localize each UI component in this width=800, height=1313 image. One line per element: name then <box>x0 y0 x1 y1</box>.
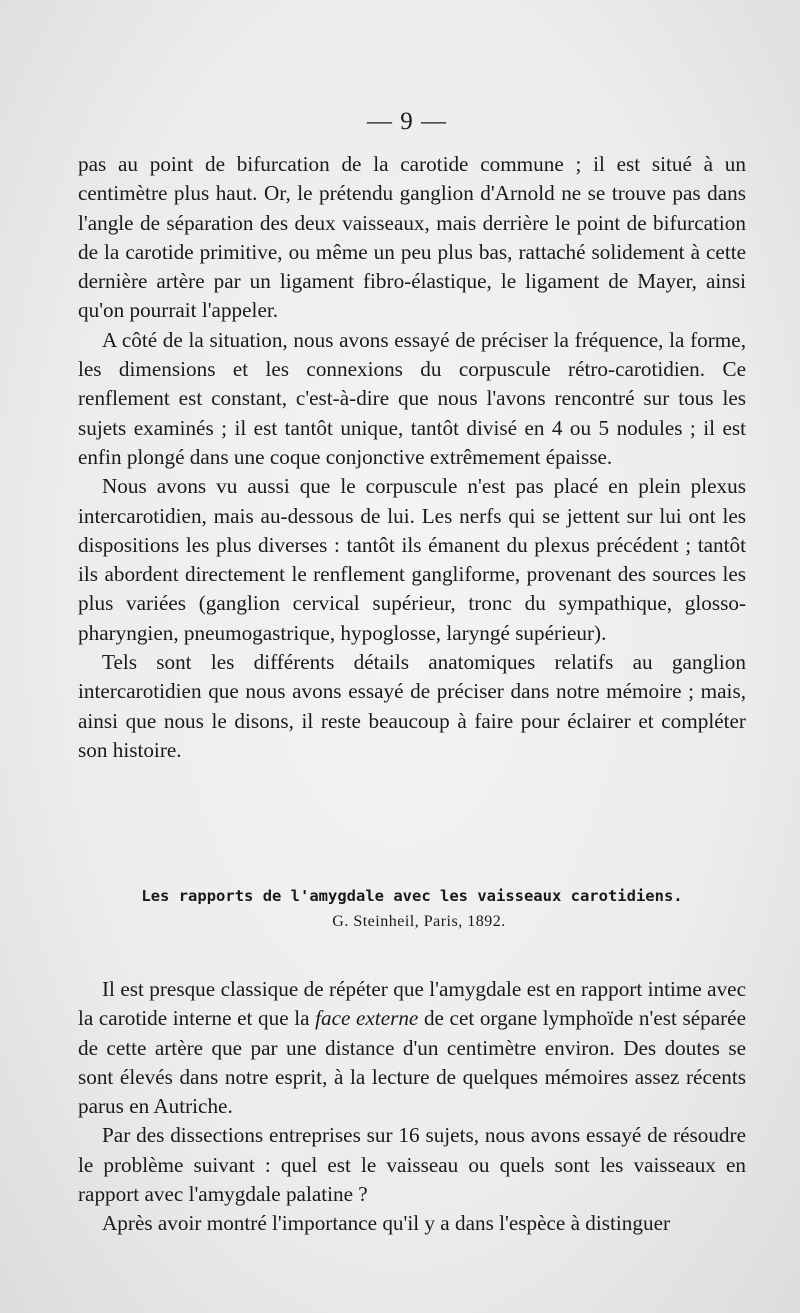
paragraph: Nous avons vu aussi que le corpuscule n'est pas placé en plein plexus intercarotidien, mais au-dessous de lui. Les nerfs qui se jettent sur lui ont les dispositions les plus diverses : tantôt ils émanent du plexus précédent ; tantôt ils abordent directement le renflement gangliforme, provenant des sources les plus variées (ganglion cervical supérieur, tronc du sympathique, glosso-pharyngien, pneumogastrique, hypoglosse, laryngé supérieur). <box>78 474 746 645</box>
paragraph: Tels sont les différents détails anatomiques relatifs au ganglion intercarotidien que nous avons essayé de préciser dans notre mémoire ; mais, ainsi que nous le disons, il reste beaucoup à faire pour éclairer et compléter son histoire. <box>78 650 746 762</box>
section-citation: G. Steinheil, Paris, 1892. <box>332 913 506 930</box>
paragraph-text: Il est presque classique de répéter que l'amygdale est en rapport intime avec la carotide interne et que la <box>78 977 746 1031</box>
body-text-top <box>78 150 746 765</box>
page-number: — 9 — <box>367 108 447 135</box>
paragraph: A côté de la situation, nous avons essayé de préciser la fréquence, la forme, les dimensions et les connexions du corpuscule rétro-carotidien. Ce renflement est constant, c'est-à-dire que nous l'avons rencontré sur tous les sujets examinés ; il est tantôt unique, tantôt divisé en 4 ou 5 nodules ; il est enfin plongé dans une coque conjonctive extrêmement épaisse. <box>78 327 746 469</box>
section-title: Les rapports de l'amygdale avec les vaisseaux carotidiens. <box>141 887 683 905</box>
body-text-bottom <box>78 975 746 1239</box>
paragraph: pas au point de bifurcation de la carotide commune ; il est situé à un centimètre plus haut. Or, le prétendu ganglion d'Arnold ne se trouve pas dans l'angle de séparation des deux vaisseaux, mais derrière le point de bifurcation de la carotide primitive, ou même un peu plus bas, rattaché solidement à cette dernière artère par un ligament fibro-élastique, le ligament de Mayer, ainsi qu'on pourrait l'appeler. <box>78 152 746 323</box>
paragraph: Après avoir montré l'importance qu'il y a dans l'espèce à distinguer <box>102 1211 671 1236</box>
emphasis-text: face externe <box>315 1006 419 1031</box>
paragraph-text: de cet organe lymphoïde n'est séparée de cette artère que par une distance d'un centimètre environ. Des doutes se sont élevés dans notre esprit, à la lecture de quelques mémoires assez récents parus en Autriche. <box>78 1006 746 1119</box>
paragraph: Par des dissections entreprises sur 16 sujets, nous avons essayé de résoudre le problème suivant : quel est le vaisseau ou quels sont les vaisseaux en rapport avec l'amygdale palatine ? <box>78 1123 746 1207</box>
paragraph <box>78 975 746 1121</box>
